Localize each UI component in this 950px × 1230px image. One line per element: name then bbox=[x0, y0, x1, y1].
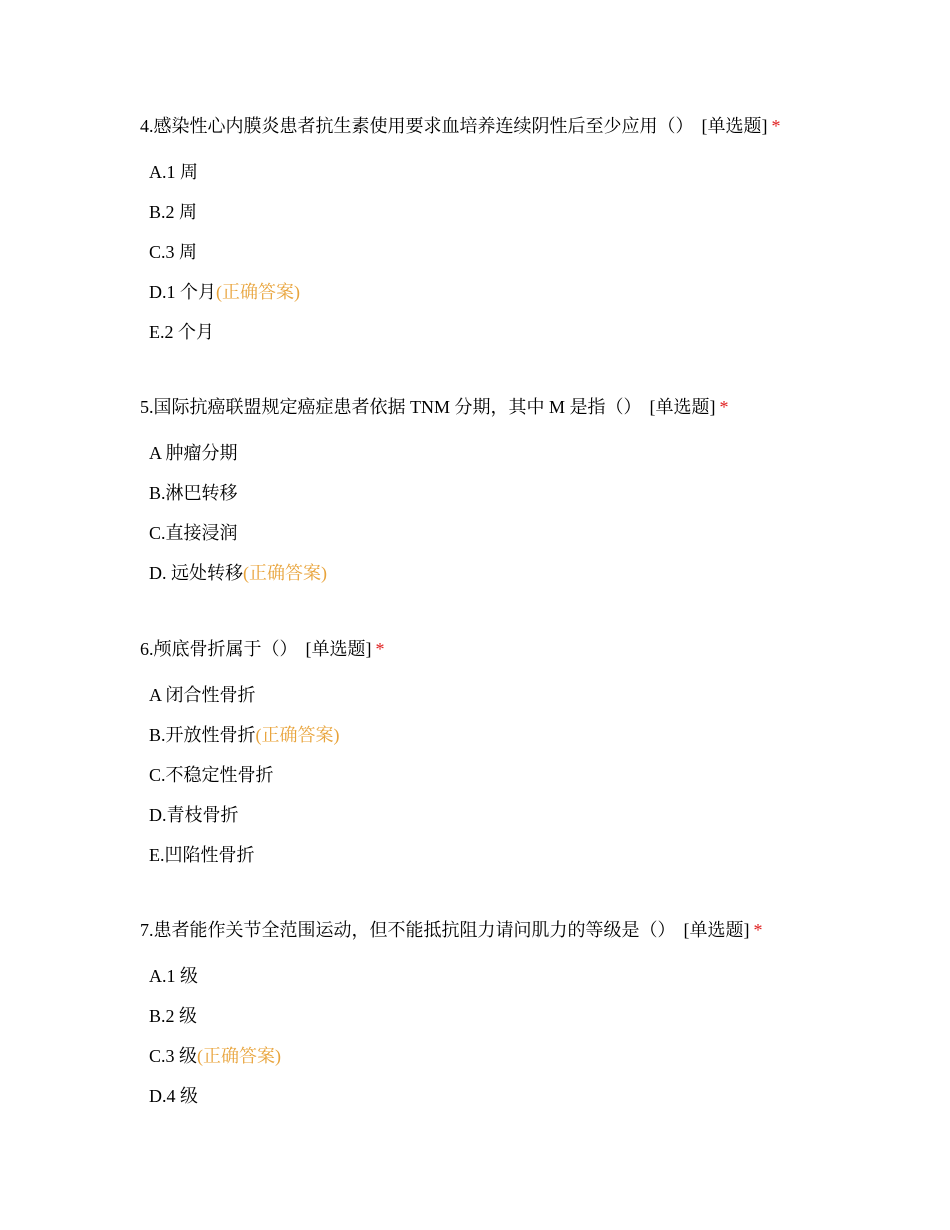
option-item bbox=[149, 521, 920, 545]
option-list bbox=[140, 683, 920, 867]
option-text: A 闭合性骨折 bbox=[149, 685, 256, 705]
option-item bbox=[149, 763, 920, 787]
option-text: A 肿瘤分期 bbox=[149, 443, 238, 463]
option-item bbox=[149, 683, 920, 707]
question-7 bbox=[140, 918, 920, 1124]
option-item bbox=[149, 280, 920, 304]
question-6 bbox=[140, 637, 920, 883]
question-text: 5.国际抗癌联盟规定癌症患者依据 TNM 分期，其中 M 是指（） bbox=[140, 397, 642, 417]
option-text: D.1 个月 bbox=[149, 282, 216, 302]
required-mark: * bbox=[753, 920, 763, 940]
option-item bbox=[149, 160, 920, 184]
option-text: A.1 周 bbox=[149, 162, 198, 182]
question-5 bbox=[140, 395, 920, 601]
question-title bbox=[140, 637, 920, 661]
option-item bbox=[149, 200, 920, 224]
question-title bbox=[140, 395, 920, 419]
option-item bbox=[149, 1004, 920, 1028]
question-4 bbox=[140, 114, 920, 360]
required-mark: * bbox=[375, 639, 385, 659]
option-item bbox=[149, 1044, 920, 1068]
question-text: 7.患者能作关节全范围运动，但不能抵抗阻力请问肌力的等级是（） bbox=[140, 920, 676, 940]
option-text: C.3 周 bbox=[149, 242, 198, 262]
correct-answer-tag: (正确答案) bbox=[255, 725, 340, 745]
question-type: [单选题] bbox=[701, 116, 768, 136]
option-item bbox=[149, 320, 920, 344]
option-text: D. 远处转移 bbox=[149, 563, 243, 583]
question-type: [单选题] bbox=[683, 920, 750, 940]
question-title bbox=[140, 918, 920, 942]
question-text: 4.感染性心内膜炎患者抗生素使用要求血培养连续阴性后至少应用（） bbox=[140, 116, 694, 136]
required-mark: * bbox=[719, 397, 729, 417]
required-mark: * bbox=[771, 116, 781, 136]
correct-answer-tag: (正确答案) bbox=[216, 282, 300, 302]
question-text: 6.颅底骨折属于（） bbox=[140, 639, 298, 659]
option-text: B.2 周 bbox=[149, 202, 198, 222]
option-item bbox=[149, 561, 920, 585]
option-item bbox=[149, 723, 920, 747]
option-item bbox=[149, 964, 920, 988]
option-text: E.2 个月 bbox=[149, 322, 214, 342]
question-type: [单选题] bbox=[305, 639, 372, 659]
option-item bbox=[149, 441, 920, 465]
option-text: C.直接浸润 bbox=[149, 523, 238, 543]
option-text: D.青枝骨折 bbox=[149, 805, 239, 825]
option-list bbox=[140, 160, 920, 344]
option-list bbox=[140, 441, 920, 585]
option-list bbox=[140, 964, 920, 1108]
option-text: C.3 级 bbox=[149, 1046, 198, 1066]
option-text: B.开放性骨折 bbox=[149, 725, 256, 745]
question-title bbox=[140, 114, 920, 138]
option-item bbox=[149, 803, 920, 827]
option-text: B.2 级 bbox=[149, 1006, 198, 1026]
option-item bbox=[149, 843, 920, 867]
question-type: [单选题] bbox=[649, 397, 716, 417]
correct-answer-tag: (正确答案) bbox=[243, 563, 327, 583]
option-text: A.1 级 bbox=[149, 966, 198, 986]
option-item bbox=[149, 1084, 920, 1108]
option-text: E.凹陷性骨折 bbox=[149, 845, 255, 865]
option-item bbox=[149, 481, 920, 505]
correct-answer-tag: (正确答案) bbox=[197, 1046, 282, 1066]
option-text: D.4 级 bbox=[149, 1086, 198, 1106]
option-text: C.不稳定性骨折 bbox=[149, 765, 274, 785]
option-item bbox=[149, 240, 920, 264]
option-text: B.淋巴转移 bbox=[149, 483, 238, 503]
